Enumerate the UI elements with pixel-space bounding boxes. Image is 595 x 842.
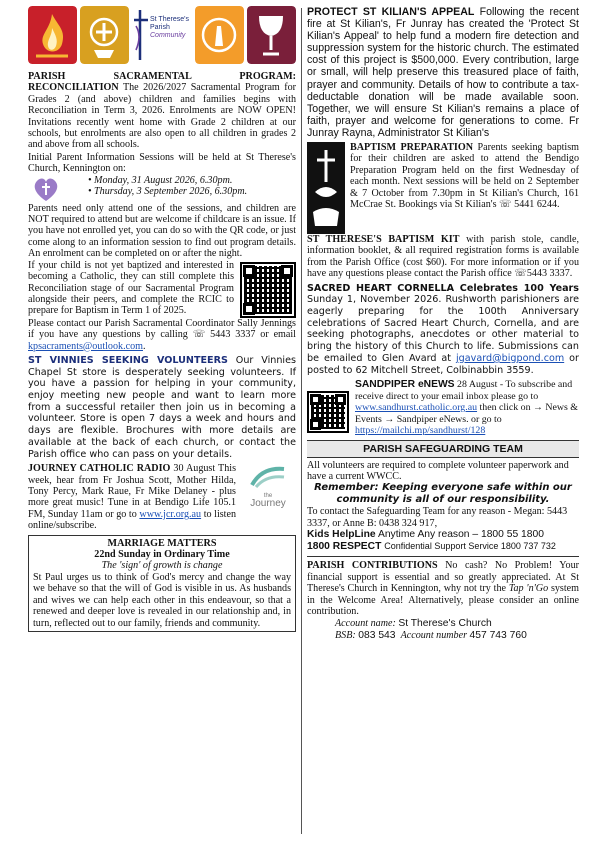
sacramental-section: PARISH SACRAMENTAL PROGRAM: RECONCILIATION The 2026/2027 Sacramental Program for Grades 2 (and above) children and families begins with Reconciliation in Term 3, 2026. Enrolments are NOW OPEN! Invitations recently went home with Grade 2 children at our schools, but enrolments are also open to all children in grades 2 and above from all schools. Initial Parent Information Sessions will be held at St Therese's Church, Kennington on: • Monday, 31 August 2026, 6.30pm. • Thursday, 3 September 2026, 6.30pm. Parents need only attend one of the sessions, and children are NOT required to attend but are welcome if childcare is an issue. If you have not enrolled yet, you can do so with the QR code, or just come along to an information session to find out program details. An enrolment can be completed on or after the night. If your child is not yet baptized and interested in becoming a Catholic, they can still complete this Reconciliation stage of our Sacramental Program alongside their peers, and complete the RCIC to prepare for Baptism in Term 1 of 2025. Please contact our Parish Sacramental Coordinator Sally Jennings if you have any questions by calling ☏ 5443 3337 or email kpsacraments@outlook.com. — [28, 71, 296, 352]
sandhurst-link[interactable]: www.sandhurst.catholic.org.au — [355, 402, 478, 414]
sacramental-para3: If your child is not yet baptized and interested in becoming a Catholic, they can still complete this Reconciliation stage of our Sacramental Program alongside their peers, and complete the RCIC to prepare for Baptism in Term 1 of 2025. — [28, 259, 234, 317]
account-name: St Therese's Church — [398, 618, 492, 630]
bsb-value: 083 543 — [358, 629, 396, 641]
logo-line1: St Therese's — [150, 16, 189, 23]
sacramental-body: The 2026/2027 Sacramental Program for Grades 2 (and above) children and families begins with Reconciliation in Term 3, 2026. Enrolments are NOW OPEN! Invitations recently went home with Grade 2 children at our schools, but enrolments are also open to all children in grades 2 and above from all schools. — [28, 82, 296, 151]
kilian-section — [307, 6, 579, 139]
contributions-section — [307, 556, 579, 641]
vinnies-section — [28, 355, 296, 460]
sacrament-icons — [28, 6, 296, 66]
sandpiper-section — [307, 379, 579, 436]
sessions-intro: Initial Parent Information Sessions will be held at St Therese's Church, Kennington on: — [28, 151, 296, 175]
safeguarding-remember: Remember: Keeping everyone safe within our community is all of our responsibility. — [314, 482, 572, 506]
respect-label: 1800 RESPECT — [307, 540, 382, 552]
account-number-label: Account number — [400, 629, 467, 641]
sacramental-para4: Please contact our Parish Sacramental Coordinator Sally Jennings if you have any questions by calling ☏ 5443 3337 or email — [28, 317, 296, 341]
cornella-section — [307, 283, 579, 377]
marriage-body: St Paul urges us to think of God's mercy and change the way we behave so that the will of God is visible in us. As husbands and wives we can help each other in this endeavour, so that a renewed and deeper love is revealed in our relationship and, in turn, reflected out to our family, friends and community. — [33, 571, 291, 629]
tapgo-label: Tap 'n'Go — [508, 583, 549, 595]
sandpiper-body2: then click on → News & Events → Sandpiper eNews. or go to — [355, 402, 578, 425]
kit-section — [307, 234, 579, 280]
sacramental-heading: PARISH SACRAMENTAL PROGRAM: RECONCILIATION — [28, 71, 296, 94]
safeguarding-heading: PARISH SAFEGUARDING TEAM — [307, 440, 579, 458]
sandpiper-body1: 28 August - To subscribe and receive direct to your email inbox please go to — [355, 379, 573, 402]
vinnies-body: Our Vinnies Chapel St store is desperately seeking volunteers. If you have a passion for helping in your community, enjoy meeting new people and want to learn more from a successful retailer then join us in becoming a volunteer. Store is open 7 days a week and hours and days are flexible. Brochures with more details are available at the back of each church, or contact the Parish office who can pass on your details. — [28, 354, 296, 460]
kids-helpline-text: Anytime Any reason – 1800 55 1800 — [377, 529, 544, 541]
avard-email-link[interactable]: jgavard@bigpond.com — [456, 352, 565, 364]
sacraments-email-link[interactable]: kpsacraments@outlook.com — [28, 340, 143, 352]
logo-line3: Community — [150, 32, 186, 39]
baptism-icon — [307, 142, 345, 234]
safeguarding-contact: To contact the Safeguarding Team for any reason - Megan: 5443 3337, or Anne B: 0438 324 917, — [307, 506, 568, 529]
session-2: • Thursday, 3 September 2026, 6.30pm. — [88, 186, 248, 198]
contributions-heading: PARISH CONTRIBUTIONS — [307, 560, 438, 572]
parish-logo — [132, 6, 192, 64]
chalice-host-icon — [80, 6, 129, 64]
kids-helpline-label: Kids HelpLine — [307, 529, 376, 541]
radio-section — [28, 463, 296, 531]
mailchimp-link[interactable]: https://mailchi.mp/sandhurst/128 — [355, 425, 486, 437]
account-number: 457 743 760 — [469, 629, 527, 641]
account-name-label: Account name: — [335, 618, 396, 630]
baptism-heading: BAPTISM PREPARATION — [350, 142, 474, 154]
cornella-body: Sunday 1, November 2026. Rushworth parishioners are eagerly preparing for the 100th Anniversary celebrations of Sacred Heart Church, Cornella, and are seeking photographs, anecdotes or other material to bring the history of this Church to life. Submissions can be emailed to Glen Avard at — [307, 294, 579, 364]
marriage-heading: MARRIAGE MATTERS — [107, 537, 217, 549]
kit-heading: ST THERESE'S BAPTISM KIT — [307, 234, 460, 246]
chalice-icon — [247, 6, 296, 64]
heart-cross-icon — [32, 175, 60, 203]
safeguarding-body: All volunteers are required to complete volunteer paperwork and have a current WWCC. — [307, 459, 569, 482]
left-column — [28, 6, 296, 632]
baptism-body: Parents seeking baptism for their children are asked to attend the Bendigo Preparation Program held on the first Wednesday of each month. Next sessions will be held on 2 September & 7 October from 7.30pm in St Kilian's Church, 161 McCrae St. Bookings via St Kilian's ☏ 5441 6244. — [350, 142, 580, 211]
right-column — [307, 6, 579, 642]
cornella-end: or posted to 62 Mitchell Street, Colbinabbin 3559. — [307, 352, 579, 376]
marriage-matters-box — [28, 535, 296, 632]
kilian-body: Following the recent fire at St Kilian's, Fr Junray has created the 'Protect St Kilian's Appeal' to help fund a modern fire detection and suppression system for the historic church. The estimated cost of this project is $500,000. Every contribution, large or small, will help preserve this treasured place of faith, prayer and community. Details of how to contribute a tax-deductable donation will be made available soon. Together, we will ensure St Kilian's remains a place of faith, prayer and welcome for generations to come. Fr Junray Rayna, Administrator St Kilian's — [307, 6, 579, 139]
baptism-section — [307, 142, 579, 210]
kit-body: with parish stole, candle, information booklet, & all required registration forms is available from the Parish Office (cost $60). For more information or if you have any questions please contact the Parish office ☏5443 3337. — [307, 234, 579, 280]
sandpiper-qr-code[interactable] — [307, 391, 349, 433]
contributions-body2: system in the Welcome Area! Alternatively, please consider an online contribution. — [307, 583, 579, 617]
bsb-label: BSB: — [335, 629, 356, 641]
radio-end: to listen online/subscribe. — [28, 508, 237, 532]
cornella-heading: SACRED HEART CORNELLA Celebrates 100 Years — [307, 282, 579, 294]
marriage-tagline: The 'sign' of growth is change — [101, 560, 223, 572]
journey-logo: the Journey — [240, 463, 296, 509]
contributions-body1: No cash? No Problem! Your financial support is essential and so greatly appreciated. At St Therese's Church in Kennington, why not try the — [307, 560, 579, 595]
radio-heading: JOURNEY CATHOLIC RADIO — [28, 463, 171, 475]
sacramental-para2: Parents need only attend one of the sessions, and children are NOT required to attend but are welcome if childcare is an issue. If you have not enrolled yet, you can do so with the QR code, or just come along to an information session to find out program details. An enrolment can be completed on or after the night. — [28, 202, 296, 260]
marriage-subheading: 22nd Sunday in Ordinary Time — [94, 549, 230, 561]
praying-hands-icon — [195, 6, 244, 64]
vinnies-heading: ST VINNIES SEEKING VOLUNTEERS — [28, 354, 228, 366]
respect-text: Confidential Support Service 1800 737 732 — [384, 540, 556, 551]
journey-wave-icon — [248, 463, 288, 489]
session-1: • Monday, 31 August 2026, 6.30pm. — [88, 174, 233, 186]
logo-line2: Parish — [150, 24, 170, 31]
enrolment-qr-code[interactable] — [240, 262, 296, 318]
jcr-link[interactable]: www.jcr.org.au — [139, 508, 202, 520]
radio-body: This week, hear from Fr Joshua Scott, Mother Hilda, Tony Percy, Mark Raue, Fr Mike Delaney - plus more great music! Tune in at Bendigo Life 105.1 FM, Sunday 11am or go to — [28, 463, 236, 520]
radio-date: 30 August — [173, 463, 216, 475]
flame-icon — [28, 6, 77, 64]
column-divider — [301, 8, 302, 834]
safeguarding-section — [307, 458, 579, 553]
kilian-heading: PROTECT ST KILIAN'S APPEAL — [307, 6, 475, 18]
sandpiper-heading: SANDPIPER eNEWS — [355, 379, 455, 391]
